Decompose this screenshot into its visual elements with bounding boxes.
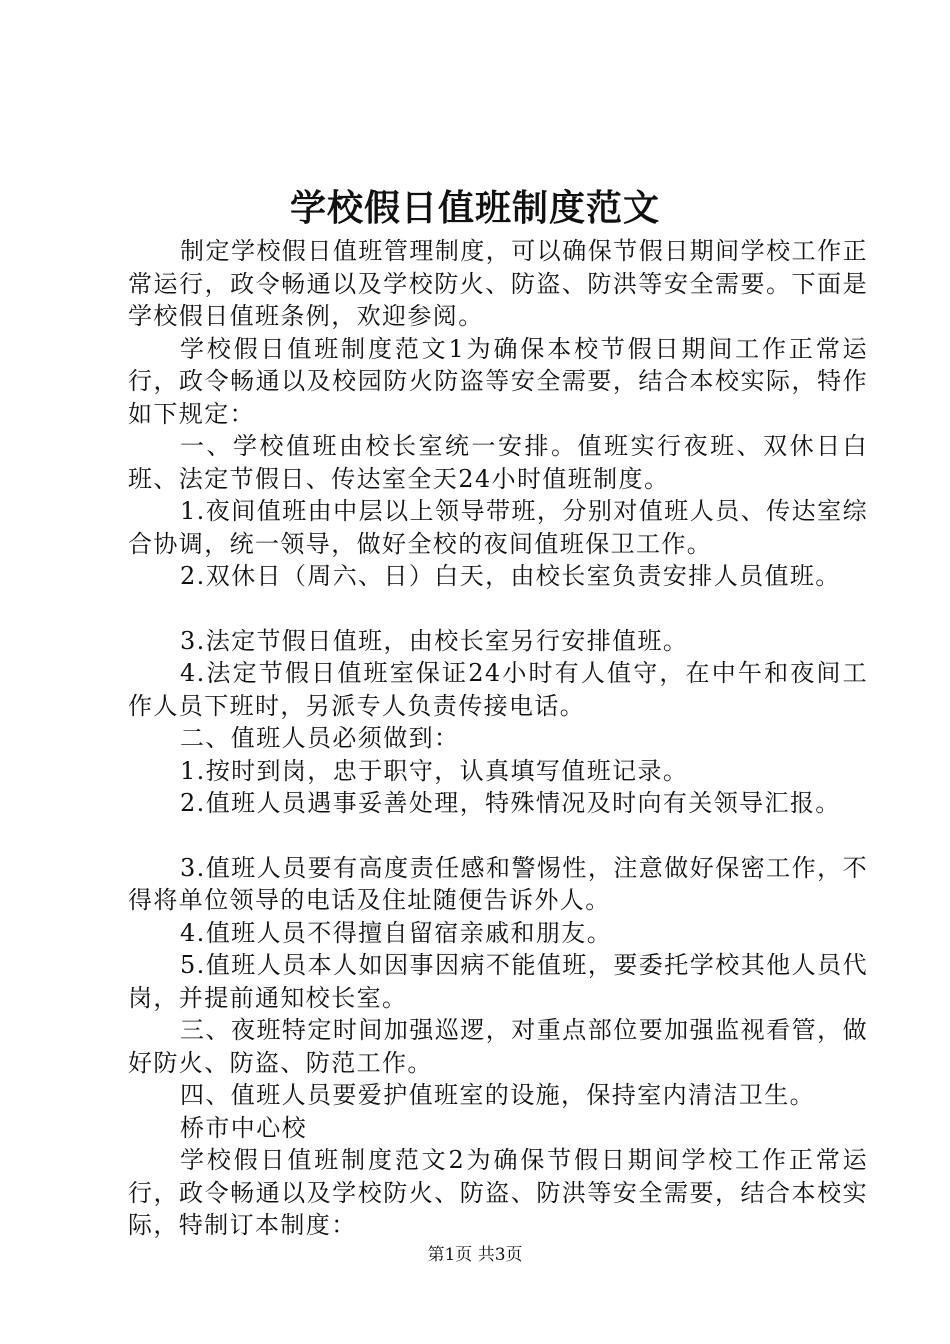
paragraph-section-3: 三、夜班特定时间加强巡逻，对重点部位要加强监视看管，做好防火、防盗、防范工作。 bbox=[128, 1016, 868, 1077]
paragraph-item: 1.夜间值班由中层以上领导带班，分别对值班人员、传达室综合协调，统一领导，做好全校的夜间值班保卫工作。 bbox=[128, 497, 868, 558]
paragraph-sample-1-intro: 学校假日值班制度范文1为确保本校节假日期间工作正常运行，政令畅通以及校园防火防盗等安全需要，结合本校实际，特作如下规定： bbox=[128, 334, 868, 428]
paragraph-item: 1.按时到岗，忠于职守，认真填写值班记录。 bbox=[180, 756, 689, 785]
paragraph-item: 3.值班人员要有高度责任感和警惕性，注意做好保密工作，不得将单位领导的电话及住址随便告诉外人。 bbox=[128, 853, 868, 914]
paragraph-section-1: 一、学校值班由校长室统一安排。值班实行夜班、双休日白班、法定节假日、传达室全天24小时值班制度。 bbox=[128, 432, 868, 493]
document-title: 学校假日值班制度范文 bbox=[289, 187, 660, 229]
paragraph-item: 2.值班人员遇事妥善处理，特殊情况及时向有关领导汇报。 bbox=[180, 789, 841, 817]
paragraph-item: 5.值班人员本人如因事因病不能值班，要委托学校其他人员代岗，并提前通知校长室。 bbox=[128, 951, 868, 1012]
paragraph-item: 4.值班人员不得擅自留宿亲戚和朋友。 bbox=[180, 918, 613, 947]
paragraph-sample-2-intro: 学校假日值班制度范文2为确保节假日期间学校工作正常运行，政令畅通以及学校防火、防盗、防洪等安全需要，结合本校实际，特制订本制度： bbox=[128, 1146, 868, 1239]
paragraph-item: 2.双休日（周六、日）白天，由校长室负责安排人员值班。 bbox=[180, 562, 841, 590]
paragraph-item: 3.法定节假日值班，由校长室另行安排值班。 bbox=[180, 626, 689, 655]
page-footer: 第1页 共3页 bbox=[427, 1245, 523, 1265]
paragraph-section-4: 四、值班人员要爱护值班室的设施，保持室内清洁卫生。 bbox=[180, 1081, 815, 1109]
paragraph-signature: 桥市中心校 bbox=[180, 1113, 307, 1142]
paragraph-section-2: 二、值班人员必须做到： bbox=[180, 724, 460, 752]
paragraph-item: 4.法定节假日值班室保证24小时有人值守，在中午和夜间工作人员下班时，另派专人负责传接电话。 bbox=[128, 659, 868, 720]
document-body bbox=[128, 235, 868, 1242]
paragraph-intro: 制定学校假日值班管理制度，可以确保节假日期间学校工作正常运行，政令畅通以及学校防火、防盗、防洪等安全需要。下面是学校假日值班条例，欢迎参阅。 bbox=[128, 237, 868, 330]
